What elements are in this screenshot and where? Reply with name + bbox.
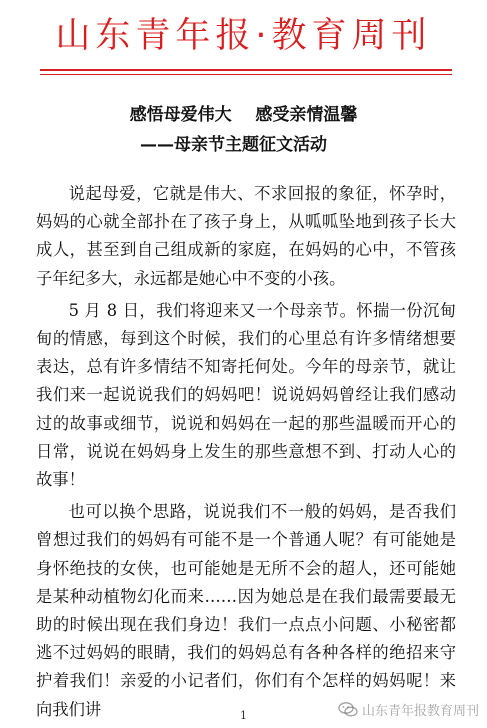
paragraph: 也可以换个思路，说说我们不一般的妈妈，是否我们曾想过我们的妈妈有可能不是一个普通人呢？有可能她是身怀绝技的女侠，也可能她是无所不会的超人，还可能她是某种动植物幻化而来……因为她总是在我们最需要最无助的时候出现在我们身边！我们一点点小问题、小秘密都逃不过妈妈的眼睛，我们的妈妈总有各种各样的绝招来守护着我们！亲爱的小记者们，你们有个怎样的妈妈呢！来向我们讲: [36, 502, 456, 719]
watermark-text: 山东青年报教育周刊: [361, 704, 479, 719]
article-body: [36, 180, 456, 728]
masthead-title: 山东青年报·教育周刊: [55, 16, 432, 56]
watermark: [338, 700, 479, 719]
paragraph: 5 月 8 日，我们将迎来又一个母亲节。怀揣一份沉甸甸的情感，每到这个时候，我们的心里总有许多情绪想要表达，总有许多情结不知寄托何处。今年的母亲节，就让我们来一起说说我们的妈妈吧！说说妈妈曾经让我们感动过的故事或细节，说说和妈妈在一起的那些温暖而开心的日常，说说在妈妈身上发生的那些意想不到、打动人心的故事！: [36, 300, 456, 490]
paragraph: 说起母爱，它就是伟大、不求回报的象征，怀孕时，妈妈的心就全部扑在了孩子身上，从呱呱坠地到孩子长大成人，甚至到自己组成新的家庭，在妈妈的心中，不管孩子年纪多大，永远都是她心中不变的小孩。: [36, 184, 456, 288]
article-subtitle: ——母亲节主题征文活动: [140, 135, 327, 155]
masthead-rule-thick: [40, 69, 452, 71]
masthead-rule-thin: [40, 74, 452, 75]
article-title: 感悟母爱伟大 感受亲情温馨: [129, 105, 358, 125]
wechat-icon: [338, 702, 358, 717]
page-number: 1: [240, 709, 247, 722]
